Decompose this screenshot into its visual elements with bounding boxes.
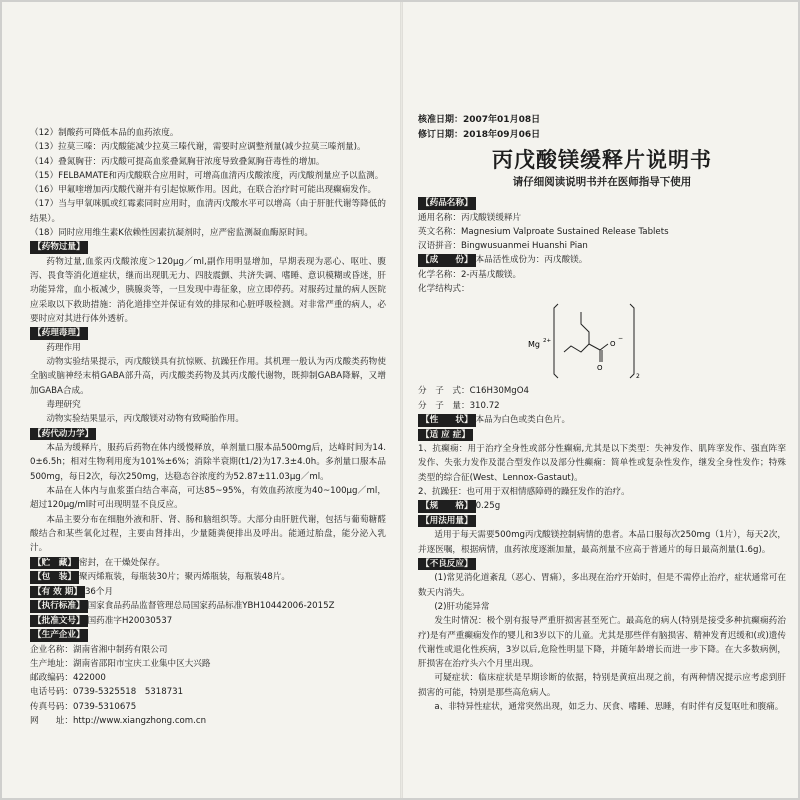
maker-fax-row: [30, 700, 386, 714]
oxygen-charge: −: [618, 335, 624, 343]
maker-header: 【生产企业】: [30, 629, 88, 642]
maker-value: 湖南省邵阳市宝庆工业集中区大兴路: [72, 658, 211, 669]
name-value: Bingwusuanmei Huanshi Pian: [460, 241, 588, 252]
left-column: [30, 126, 386, 728]
name-label: 汉语拼音：: [418, 241, 461, 252]
storage-value: 密封，在干燥处保存。: [78, 557, 165, 568]
pharmacology-title: 药理作用: [46, 342, 81, 353]
validity-header: 【有 效 期】: [30, 586, 85, 599]
right-column: [418, 2, 786, 714]
document-title: 丙戊酸镁缓释片说明书: [492, 148, 712, 172]
interaction-13: （13）拉莫三嗪：丙戊酸能减少拉莫三嗪代谢，需要时应调整剂量(减少拉莫三嗪剂量)。: [30, 142, 366, 153]
left-bracket: [554, 304, 558, 378]
adverse-header: 【不良反应】: [418, 558, 476, 571]
adverse-text-3: 可疑症状：临床症状是早期诊断的依据，特别是黄疸出现之前，有两种情况提示应考虑到肝损害的可能，特别是那些高危病人。: [418, 673, 786, 698]
mg-charge: 2+: [543, 338, 552, 345]
package-value: 聚丙烯瓶装，每瓶装30片；聚丙烯瓶装，每瓶装48片。: [78, 572, 290, 583]
name-header: 【药品名称】: [418, 197, 476, 210]
maker-label: 企业名称：: [30, 644, 73, 655]
adverse-text-1: (1)常见消化道紊乱（恶心、胃痛），多出现在治疗开始时，但是不需停止治疗，症状通常可在数天内消失。: [418, 573, 786, 598]
maker-website-row: [30, 714, 386, 728]
adverse-subtitle-2: 发生时情况：: [434, 616, 487, 627]
spec-value: 0.25g: [475, 501, 501, 512]
spec-header: 【规 格】: [418, 500, 476, 513]
standard-header: 【执行标准】: [30, 600, 88, 613]
maker-value: 0739-5325518 5318731: [72, 687, 184, 698]
maker-address-row: [30, 657, 386, 671]
spec-row: [418, 499, 786, 514]
oxygen-ion-label: O: [610, 340, 616, 349]
standard-value: 国家食品药品监督管理总局国家药品标准YBH10442006-2015Z: [87, 601, 335, 612]
pk-header: 【药代动力学】: [30, 428, 96, 441]
maker-label: 网 址：: [30, 716, 73, 726]
oxygen-label: O: [597, 364, 603, 373]
maker-value: 422000: [72, 673, 106, 684]
approval-value: 国药准字H20030537: [87, 615, 173, 626]
generic-name-row: [418, 211, 786, 225]
interaction-18: （18）同时应用维生素K依赖性因素抗凝剂时，应严密监测凝血酶原时间。: [30, 228, 313, 239]
package-row: [30, 570, 386, 585]
validity-row: [30, 585, 386, 600]
maker-label: 传真号码：: [30, 701, 73, 712]
carboxyl-bond: [589, 344, 608, 350]
structure-diagram: [526, 302, 646, 382]
nature-row: [418, 413, 786, 428]
storage-row: [30, 556, 386, 571]
page-fold: [400, 2, 403, 798]
indication-text-2: 2、抗躁狂：也可用于双相情感障碍的躁狂发作的治疗。: [418, 486, 630, 497]
toxicology-title: 毒理研究: [46, 400, 81, 411]
indication-header: 【适 应 症】: [418, 429, 473, 442]
interaction-12: （12）制酸药可降低本品的血药浓度。: [30, 128, 179, 138]
interaction-14: （14）叠氮胸苷：丙戊酸可提高血浆叠氮胸苷浓度导致叠氮胸苷毒性的增加。: [30, 156, 325, 167]
maker-value: 0739-5310675: [72, 701, 137, 712]
package-header: 【包 装】: [30, 571, 79, 584]
pinyin-name-row: [418, 239, 786, 253]
right-bracket: [630, 304, 634, 378]
bracket-subscript: 2: [636, 373, 640, 381]
validity-value: 36个月: [84, 586, 114, 597]
storage-header: 【贮 藏】: [30, 557, 79, 570]
approval-header: 【批准文号】: [30, 615, 88, 628]
pk-text-2: 本品在人体内与血浆蛋白结合率高，可达85~95%，有效血药浓度为40~100μg／ml，超过120μg/ml时可出现明显不良反应。: [30, 486, 386, 511]
molecular-formula: 分 子 式：C16H30MgO4: [418, 386, 529, 397]
pharmacology-text: 动物实验结果提示，丙戊酸镁具有抗惊厥、抗躁狂作用。其机理一般认为丙戊酸类药物使全脑或脑神经末梢GABA部升高，丙戊酸类药物及其丙戊酸代谢物，既抑制GABA降解，又增加GABA合成。: [30, 357, 386, 396]
revise-date: 修订日期：2018年09月06日: [418, 129, 541, 140]
approve-date: 核准日期：2007年01月08日: [418, 115, 541, 125]
composition-row: [418, 253, 786, 268]
usage-header: 【用法用量】: [418, 515, 476, 528]
chemical-structure: [418, 298, 786, 382]
carbon-chain: [564, 312, 589, 352]
mg-label: Mg: [528, 340, 540, 350]
interaction-16: （16）甲氟喹增加丙戊酸代谢并有引起惊厥作用。因此，在联合治疗时可能出现癫痫发作。: [30, 185, 377, 196]
adverse-text-4: a、非特异性症状，通常突然出现，如乏力、厌食、嗜睡、思睡，有时伴有反复呕吐和腹痛。: [434, 702, 784, 713]
approval-row: [30, 614, 386, 629]
maker-label: 邮政编码：: [30, 673, 73, 684]
maker-value: 湖南省湘中制药有限公司: [72, 644, 168, 655]
pk-text-3: 本品主要分布在细胞外液和肝、肾、肠和脑组织等。大部分由肝脏代谢，包括与葡萄糖醛酸结合和某些氧化过程，主要由肾排出，少量随粪便排出及呼出。能通过胎盘，能分泌入乳汁。: [30, 514, 386, 554]
name-value: 丙戊酸镁缓释片: [460, 212, 522, 223]
maker-name-row: [30, 643, 386, 657]
document-subtitle: 请仔细阅读说明书并在医师指导下使用: [512, 176, 692, 188]
toxicology-text: 动物实验结果显示，丙戊酸镁对动物有致畸胎作用。: [46, 414, 244, 425]
toxicology-header: 【药理毒理】: [30, 327, 88, 340]
maker-label: 电话号码：: [30, 687, 73, 698]
overdose-text: 药物过量,血浆丙戊酸浓度＞120μg／ml,副作用明显增加，早期表现为恶心、呕吐、腹泻、畏食等消化道症状，继而出现肌无力、四肢震颤、共济失调、嗜睡、意识模糊或昏迷，肝功能异常，血小板减少，胰腺炎等，一旦发现中毒征象，应立即停药。对服药过量的病人医院应采取以下救助措施：消化道排空并保证有效的排尿和心脏呼吸检测。对非常严重的病人，必要时应对其进行体外透析。: [30, 256, 386, 325]
standard-row: [30, 599, 386, 614]
name-value: Magnesium Valproate Sustained Release Tablets: [460, 226, 669, 237]
pk-text-1: 本品为缓释片，服药后药物在体内缓慢释放，单剂量口服本品500mg后，达峰时间为14.0±6.5h；相对生物利用度为101%±6%；消除半衰期(t1/2)为17.3±4.0h。多剂量口服本品500mg，每日2次，每次250mg，达稳态谷浓度约为52.87±11.03μg／ml。: [30, 443, 386, 482]
maker-postcode-row: [30, 671, 386, 685]
composition-header: 【成 份】: [418, 254, 476, 267]
maker-label: 生产地址：: [30, 658, 73, 669]
adverse-title-2: (2)肝功能异常: [434, 601, 490, 612]
usage-text: 适用于每天需要500mg丙戊酸镁控制病情的患者。本品口服每次250mg（1片），每天2次，并逐医嘱，根据病情，血药浓度逐渐加量，最高剂量不应高于普通片的每日最高剂量(1.6g)。: [418, 530, 786, 555]
overdose-header: 【药物过量】: [30, 241, 88, 254]
nature-value: 本品为白色或类白色片。: [475, 415, 571, 426]
name-label: 英文名称：: [418, 226, 461, 237]
chemical-name: 化学名称：2-丙基戊酸镁。: [418, 269, 522, 280]
maker-value: http://www.xiangzhong.com.cn: [72, 716, 207, 726]
interaction-15: （15）FELBAMATE和丙戊酸联合应用时，可增高血清丙戊酸浓度，丙戊酸剂量应予以监测。: [30, 170, 384, 181]
structure-label: 化学结构式：: [418, 284, 470, 295]
adverse-text-2: [418, 614, 786, 671]
leaflet-sheet: [2, 2, 798, 798]
interaction-17: （17）当与甲氧咪胍或红霉素同时应用时，血清丙戊酸水平可以增高（由于肝脏代谢等降低的结果）。: [30, 199, 386, 224]
name-label: 通用名称：: [418, 212, 461, 223]
indication-text-1: 1、抗癫痫：用于治疗全身性或部分性癫痫,尤其是以下类型：失神发作、肌阵挛发作、强直阵挛发作、失张力发作及混合型发作以及部分性癫痫：简单性或复杂性发作，继发全身性发作；特殊类型的综合征(West、Lennox-Gastaut)。: [418, 444, 786, 483]
english-name-row: [418, 225, 786, 239]
maker-phone-row: [30, 685, 386, 699]
molecular-weight: 分 子 量：310.72: [418, 400, 500, 411]
nature-header: 【性 状】: [418, 414, 476, 427]
composition-value: 本品活性成份为：丙戊酸镁。: [475, 255, 588, 266]
dates-block: [418, 113, 786, 142]
adverse-body-2: 极个别有报导严重肝损害甚至死亡。最高危的病人(特别是接受多种抗癫痫药治疗)是有严重癫痫发作的婴儿和3岁以下的儿童。尤其是那些伴有脑损害、精神发育迟缓和(或)遗传代谢性或退化性疾病，3岁以后,危险性明显下降，并随年龄增长而进一步下降。在大多数病例，肝损害在治疗头六个月里出现。: [418, 616, 786, 670]
